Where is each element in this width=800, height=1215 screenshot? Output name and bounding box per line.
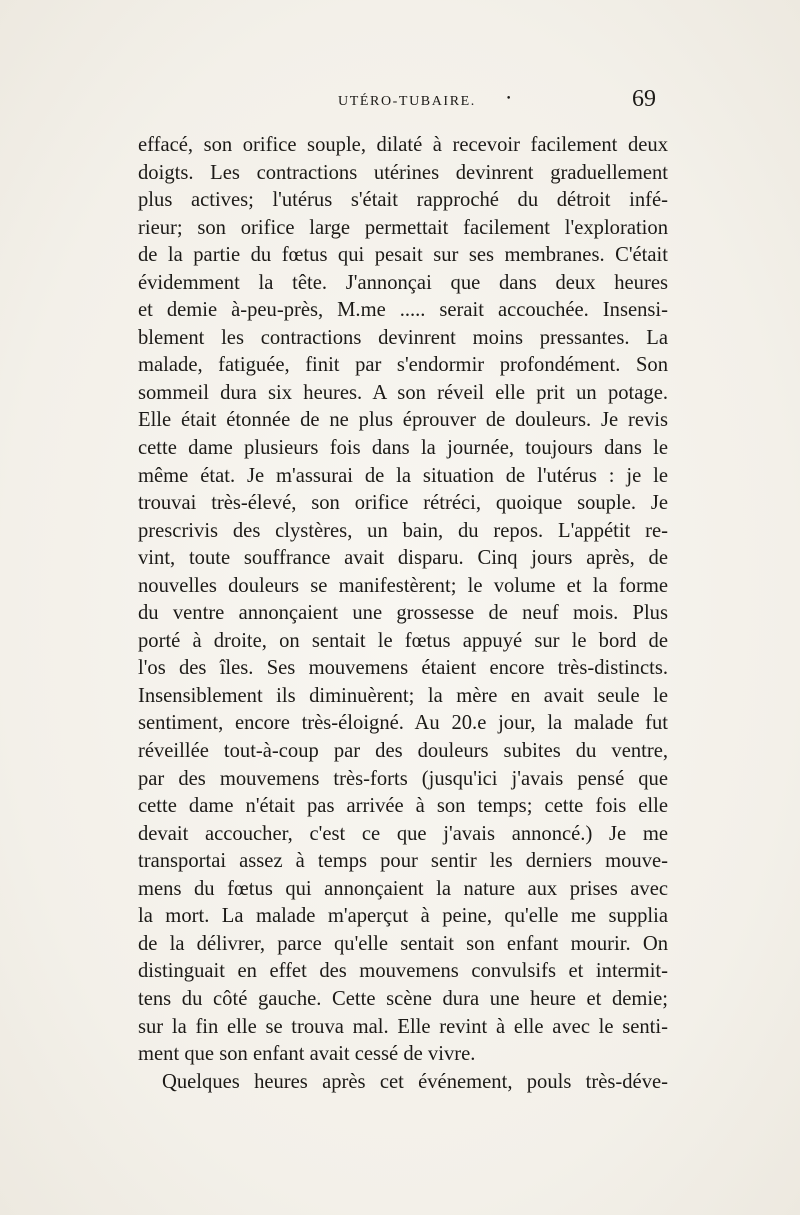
text-line: distinguait en effet des mouvemens convulsifs et intermit- bbox=[138, 960, 668, 983]
text-line: l'os des îles. Ses mouvemens étaient encore très-distincts. bbox=[138, 657, 668, 680]
text-line: Insensiblement ils diminuèrent; la mère en avait seule le bbox=[138, 684, 668, 707]
text-line: trouvai très-élevé, son orifice rétréci, quoique souple. Je bbox=[138, 492, 668, 515]
text-line: rieur; son orifice large permettait facilement l'exploration bbox=[138, 216, 668, 239]
text-line: de la partie du fœtus qui pesait sur ses membranes. C'était bbox=[138, 244, 668, 267]
text-line: effacé, son orifice souple, dilaté à recevoir facilement deux bbox=[138, 134, 668, 156]
text-line: Quelques heures après cet événement, pouls très-déve- bbox=[162, 1070, 668, 1093]
text-line: la mort. La malade m'aperçut à peine, qu'elle me supplia bbox=[138, 905, 668, 928]
text-line: tens du côté gauche. Cette scène dura une heure et demie; bbox=[138, 987, 668, 1010]
text-line: nouvelles douleurs se manifestèrent; le volume et la forme bbox=[138, 574, 668, 597]
text-line: réveillée tout-à-coup par des douleurs subites du ventre, bbox=[138, 740, 668, 763]
text-line: sommeil dura six heures. A son réveil elle prit un potage. bbox=[138, 381, 668, 404]
text-line: sentiment, encore très-éloigné. Au 20.e jour, la malade fut bbox=[138, 712, 668, 735]
text-line: cette dame plusieurs fois dans la journée, toujours dans le bbox=[138, 437, 668, 460]
ink-mark: • bbox=[506, 94, 512, 104]
page-number: 69 bbox=[632, 86, 656, 112]
running-head: UTÉRO-TUBAIRE. bbox=[338, 94, 476, 109]
text-line: porté à droite, on sentait le fœtus appuyé sur le bord de bbox=[138, 629, 668, 652]
text-line: malade, fatiguée, finit par s'endormir profondément. Son bbox=[138, 354, 668, 377]
text-line: sur la fin elle se trouva mal. Elle revint à elle avec le senti- bbox=[138, 1015, 668, 1038]
text-line: doigts. Les contractions utérines devinrent graduellement bbox=[138, 161, 668, 184]
page-header bbox=[138, 88, 668, 128]
text-line: transportai assez à temps pour sentir les derniers mouve- bbox=[138, 850, 668, 873]
text-line: vint, toute souffrance avait disparu. Cinq jours après, de bbox=[138, 547, 668, 570]
text-line: cette dame n'était pas arrivée à son temps; cette fois elle bbox=[138, 795, 668, 818]
text-line: et demie à-peu-près, M.me ..... serait accouchée. Insensi- bbox=[138, 299, 668, 322]
text-line: de la délivrer, parce qu'elle sentait son enfant mourir. On bbox=[138, 932, 668, 955]
text-line: même état. Je m'assurai de la situation de l'utérus : je le bbox=[138, 464, 668, 487]
text-line: devait accoucher, c'est ce que j'avais annoncé.) Je me bbox=[138, 822, 668, 845]
text-line: du ventre annonçaient une grossesse de neuf mois. Plus bbox=[138, 602, 668, 625]
text-line: Elle était étonnée de ne plus éprouver de douleurs. Je revis bbox=[138, 409, 668, 432]
text-line: mens du fœtus qui annonçaient la nature aux prises avec bbox=[138, 877, 668, 900]
text-line: ment que son enfant avait cessé de vivre. bbox=[138, 1043, 476, 1066]
body-text bbox=[138, 132, 668, 1096]
text-line: plus actives; l'utérus s'était rapproché du détroit infé- bbox=[138, 189, 668, 212]
text-line: évidemment la tête. J'annonçai que dans deux heures bbox=[138, 271, 668, 294]
text-line: par des mouvemens très-forts (jusqu'ici j'avais pensé que bbox=[138, 767, 668, 790]
text-line: blement les contractions devinrent moins pressantes. La bbox=[138, 326, 668, 349]
text-line: prescrivis des clystères, un bain, du repos. L'appétit re- bbox=[138, 519, 668, 542]
